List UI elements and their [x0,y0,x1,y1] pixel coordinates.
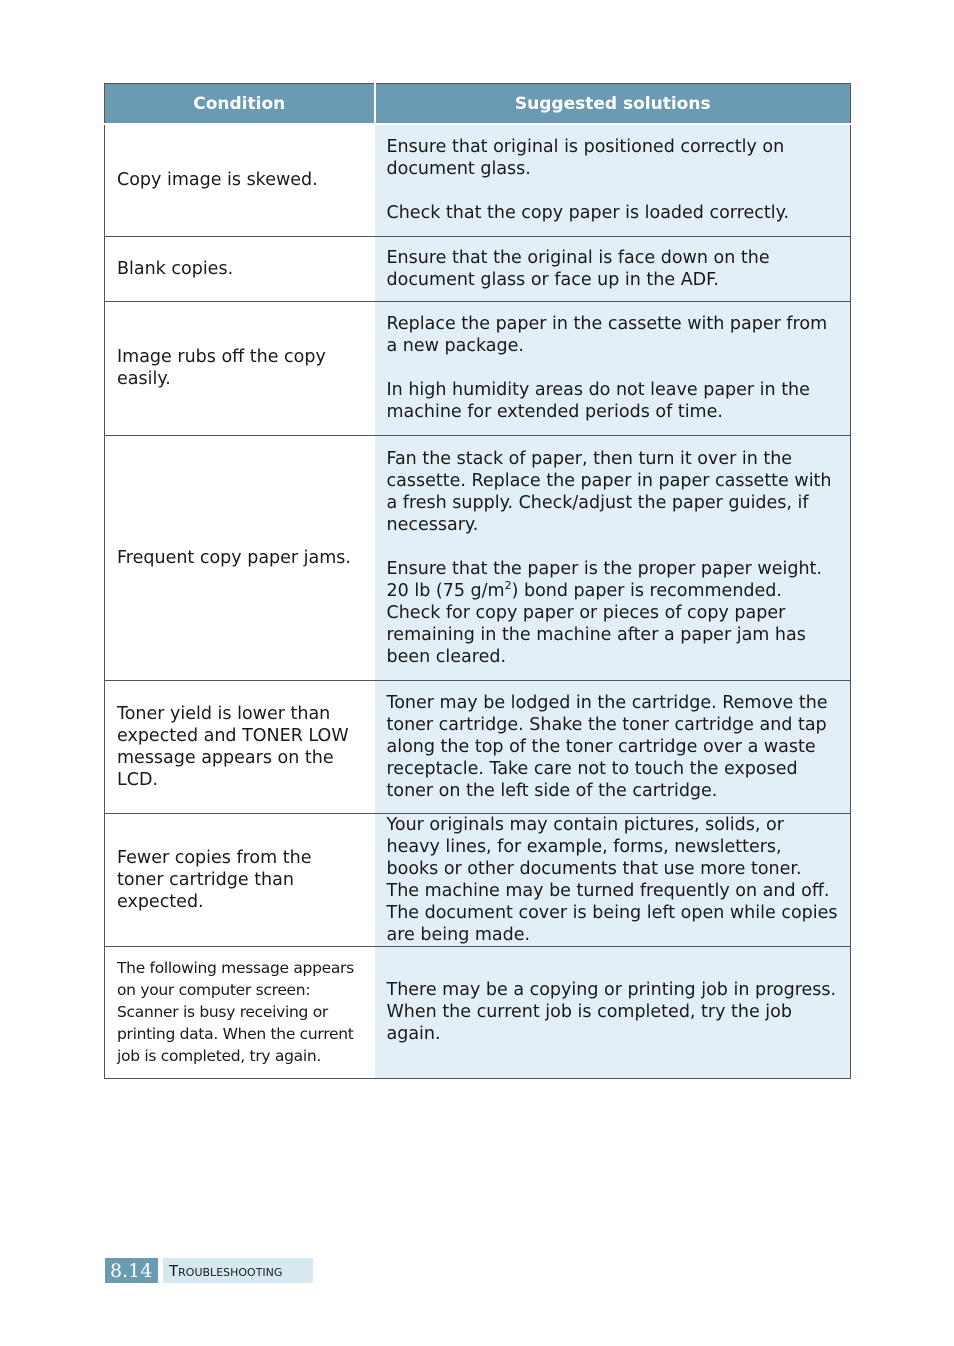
table-header-row [105,84,851,125]
header-condition: Condition [105,84,375,125]
solution-text: In high humidity areas do not leave paper in the machine for extended periods of time. [386,380,810,422]
solution-text: Toner may be lodged in the cartridge. Remove the toner cartridge. Shake the toner cartridge and tap along the top of the toner cartridge over a waste receptacle. Take care not to touch the exposed toner on the left side of the cartridge. [386,692,828,801]
table-row [105,124,851,236]
section-title: Troubleshooting [163,1258,313,1283]
condition-cell: Copy image is skewed. [105,124,375,236]
table-row [105,435,851,680]
condition-cell: Toner yield is lower than expected and TONER LOW message appears on the LCD. [105,680,375,813]
solution-text: Your originals may contain pictures, solids, or heavy lines, for example, forms, newsletters, books or other documents that use more toner. The machine may be turned frequently on and off. The document cover is being left open while copies are being made. [386,814,838,945]
solution-text: Ensure that original is positioned correctly on document glass. [386,137,785,180]
troubleshooting-table-container [104,83,850,1079]
table-row [105,946,851,1078]
solution-cell [375,435,851,680]
condition-cell: Frequent copy paper jams. [105,435,375,680]
solution-text-weight [387,558,839,602]
solution-text-weight-part: ) bond paper is recommended. [511,580,782,601]
table-row [105,236,851,301]
table-row [105,301,851,435]
solution-text: Ensure that the original is face down on the document glass or face up in the ADF. [386,247,770,290]
condition-cell: Blank copies. [105,236,375,301]
table-row [105,813,851,946]
condition-cell: Image rubs off the copy easily. [105,301,375,435]
troubleshooting-table [104,83,851,1079]
superscript-squared: 2 [504,578,512,592]
solution-text: Check that the copy paper is loaded correctly. [386,203,790,224]
solution-text: There may be a copying or printing job in progress. When the current job is completed, try the job again. [386,980,837,1044]
solution-cell [375,124,851,236]
solution-cell [375,813,851,946]
solution-cell [375,301,851,435]
header-suggested-solutions: Suggested solutions [375,84,851,125]
solution-cell [375,946,851,1078]
solution-text: Check for copy paper or pieces of copy paper remaining in the machine after a paper jam has been cleared. [386,602,806,667]
solution-cell [375,236,851,301]
page-footer [105,1258,313,1283]
solution-text: Replace the paper in the cassette with paper from a new package. [386,314,828,356]
condition-cell: The following message appears on your computer screen: Scanner is busy receiving or printing data. When the current job is completed, try again. [105,946,375,1078]
solution-text-weight-part: Ensure that the paper is the proper paper weight. 20 lb (75 g/m [386,558,822,601]
condition-cell: Fewer copies from the toner cartridge than expected. [105,813,375,946]
solution-text: Fan the stack of paper, then turn it over in the cassette. Replace the paper in paper cassette with a fresh supply. Check/adjust the paper guides, if necessary. [386,448,832,535]
solution-cell [375,680,851,813]
table-row [105,680,851,813]
page-number: 8.14 [105,1258,158,1283]
